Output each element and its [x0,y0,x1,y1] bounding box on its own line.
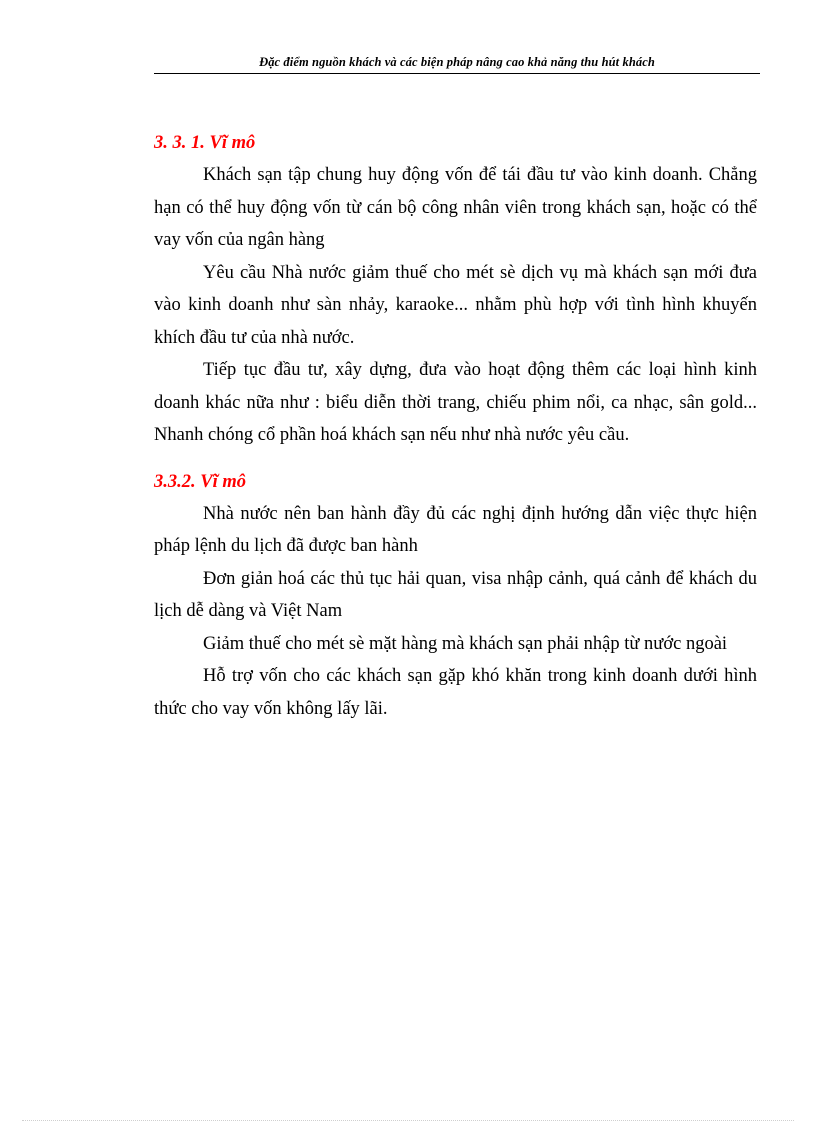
section-3-3-1 [154,127,757,452]
paragraph: Giảm thuế cho mét sè mặt hàng mà khách sạn phải nhập từ nước ngoài [203,633,728,654]
paragraph: Nhà nước nên ban hành đầy đủ các nghị định hướng dẫn việc thực hiện pháp lệnh du lịch đã được ban hành [154,503,757,556]
paragraph: Yêu cầu Nhà nước giảm thuế cho mét sè dịch vụ mà khách sạn mới đưa vào kinh doanh như sàn nhảy, karaoke... nhằm phù hợp với tình hình khuyến khích đầu tư của nhà nước. [154,262,757,348]
running-header: Đặc điểm nguồn khách và các biện pháp nâng cao khả năng thu hút khách [259,55,655,69]
page-bottom-border [22,1120,794,1121]
paragraph: Khách sạn tập chung huy động vốn để tái đầu tư vào kinh doanh. Chẳng hạn có thể huy động vốn từ cán bộ công nhân viên trong khách sạn, hoặc có thể vay vốn của ngân hàng [154,165,757,250]
section-heading: 3. 3. 1. Vĩ mô [154,133,256,153]
header-rule [154,73,760,74]
paragraph: Đơn giản hoá các thủ tục hải quan, visa nhập cảnh, quá cảnh để khách du lịch dễ dàng và Việt Nam [154,568,757,621]
paragraph: Tiếp tục đầu tư, xây dựng, đưa vào hoạt động thêm các loại hình kinh doanh khác nữa như : biểu diễn thời trang, chiếu phim nổi, ca nhạc, sân gold... Nhanh chóng cổ phần hoá khách sạn nếu như nhà nước yêu cầu. [154,360,757,445]
section-3-3-2 [154,466,757,726]
paragraph: Hỗ trợ vốn cho các khách sạn gặp khó khăn trong kinh doanh dưới hình thức cho vay vốn không lấy lãi. [154,666,757,719]
section-heading: 3.3.2. Vĩ mô [154,471,246,492]
document-body [154,127,757,725]
